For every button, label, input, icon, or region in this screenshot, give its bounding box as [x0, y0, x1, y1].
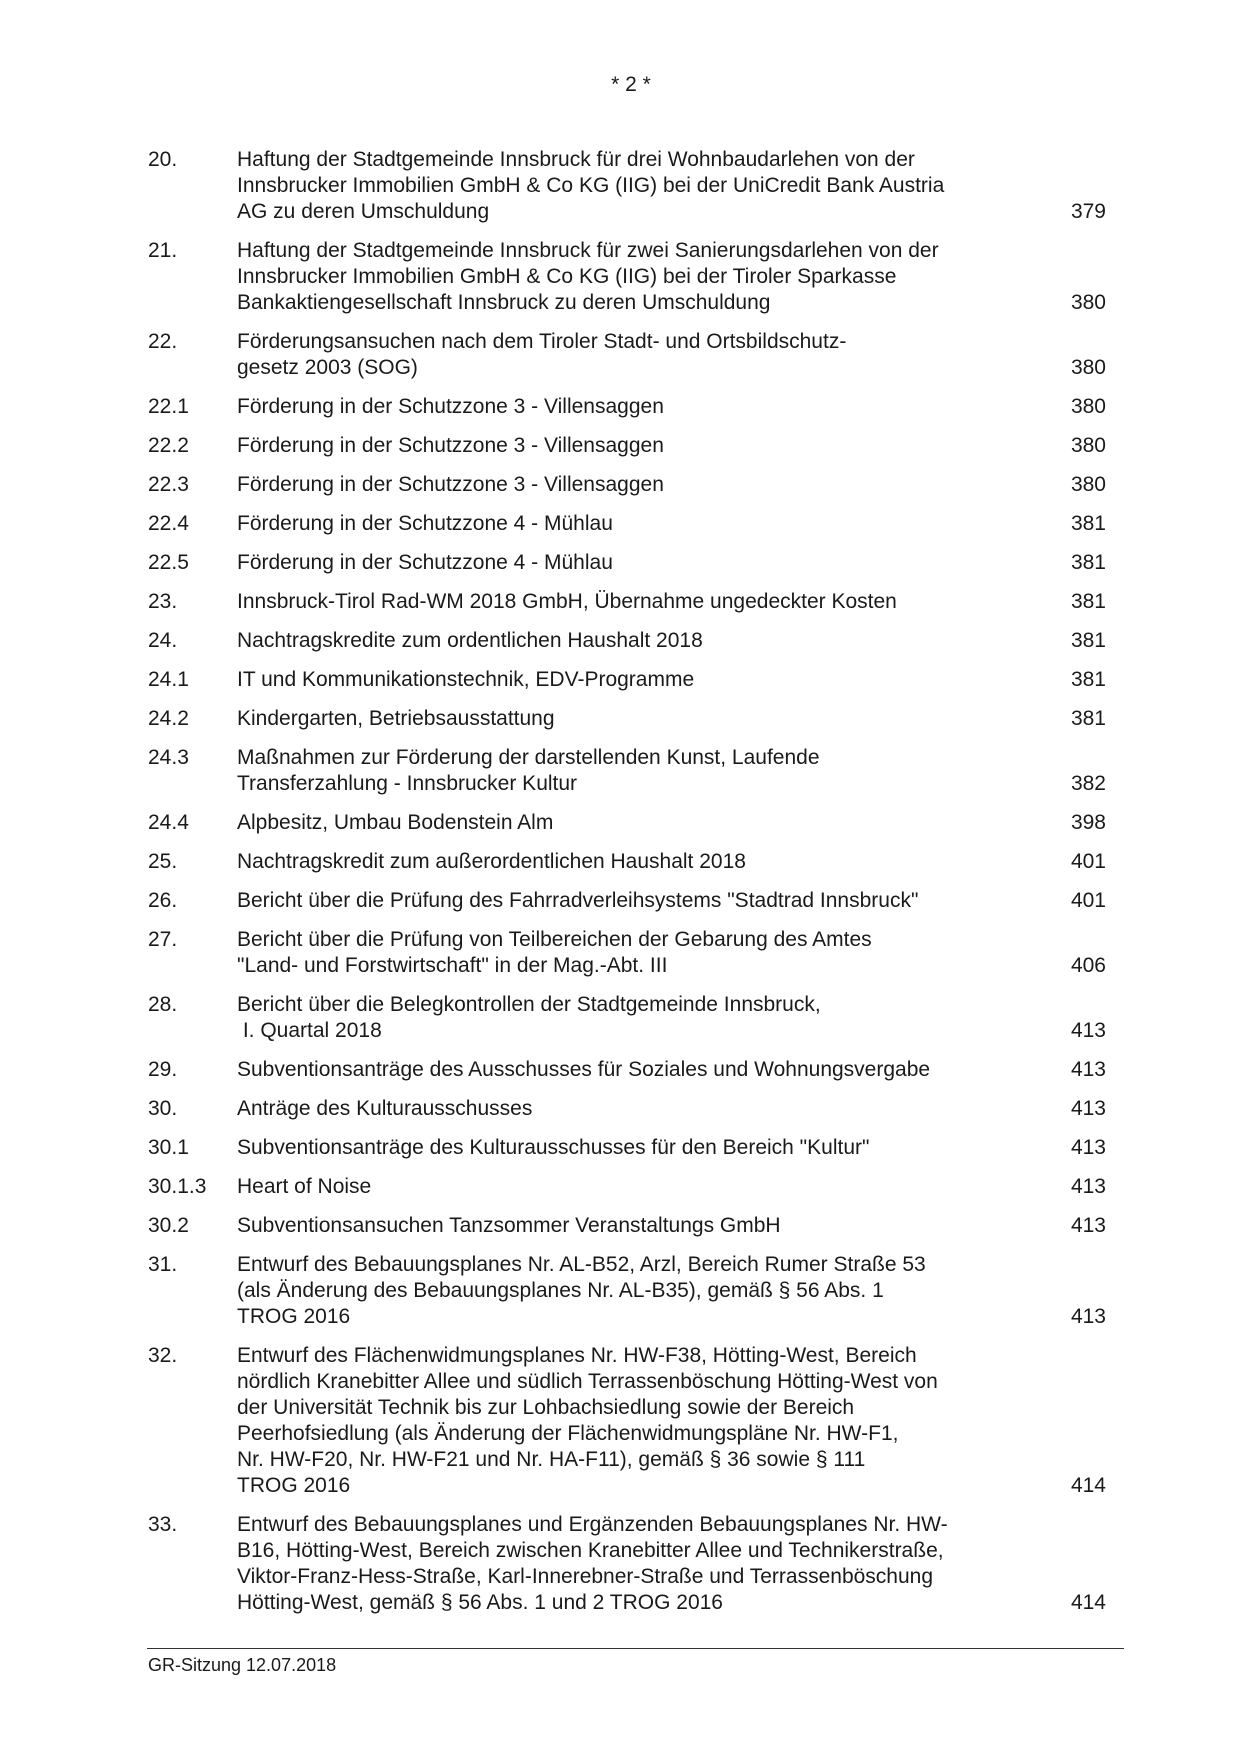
toc-entry-title-line: Maßnahmen zur Förderung der darstellenden Kunst, Laufende: [237, 746, 820, 769]
toc-entry-number: 24.1: [148, 668, 189, 691]
toc-entry-page-number: 381: [1070, 512, 1106, 535]
toc-entry: [0, 472, 1241, 498]
toc-entry-title: [237, 329, 1017, 381]
toc-entry-title: [237, 810, 1017, 836]
toc-entry-title: [237, 1174, 1017, 1200]
toc-entry-page-number: 413: [1070, 1214, 1106, 1237]
toc-entry: [0, 550, 1241, 576]
toc-entry-number: 23.: [148, 590, 178, 613]
toc-entry: [0, 1252, 1241, 1330]
toc-entry-title: [237, 550, 1017, 576]
toc-entry-title: [237, 1512, 1017, 1616]
toc-entry: [0, 511, 1241, 537]
toc-entry-title: [237, 706, 1017, 732]
toc-entry-title: [237, 849, 1017, 875]
toc-entry: [0, 706, 1241, 732]
toc-entry-number: 31.: [148, 1253, 178, 1276]
toc-entry-title-line: AG zu deren Umschuldung: [237, 200, 490, 223]
toc-entry-title-line: Subventionsanträge des Ausschusses für Soziales und Wohnungsvergabe: [237, 1058, 931, 1081]
toc-entry-title-line: Nachtragskredite zum ordentlichen Haushalt 2018: [237, 629, 703, 652]
toc-entry-page-number: 413: [1070, 1058, 1106, 1081]
toc-entry-title: [237, 589, 1017, 615]
toc-entry-page-number: 413: [1070, 1019, 1106, 1042]
toc-entry-title-line: Förderungsansuchen nach dem Tiroler Stadt- und Ortsbildschutz-: [237, 330, 847, 353]
toc-entry-page-number: 413: [1070, 1175, 1106, 1198]
toc-entry-title-line: Nr. HW-F20, Nr. HW-F21 und Nr. HA-F11), gemäß § 36 sowie § 111: [237, 1448, 866, 1471]
toc-entry-number: 30.1.3: [148, 1175, 207, 1198]
toc-entry-number: 27.: [148, 928, 178, 951]
toc-entry-number: 22.3: [148, 473, 189, 496]
toc-entry-title-line: Viktor-Franz-Hess-Straße, Karl-Innerebner-Straße und Terrassenböschung: [237, 1565, 934, 1588]
toc-entry-page-number: 413: [1070, 1097, 1106, 1120]
toc-entry-title-line: Förderung in der Schutzzone 3 - Villensaggen: [237, 434, 664, 457]
toc-entry-title: [237, 667, 1017, 693]
toc-entry-title: [237, 1135, 1017, 1161]
toc-entry: [0, 992, 1241, 1044]
toc-entry-number: 22.2: [148, 434, 189, 457]
toc-entry: [0, 745, 1241, 797]
toc-entry-title-line: der Universität Technik bis zur Lohbachsiedlung sowie der Bereich: [237, 1396, 855, 1419]
toc-entry: [0, 1057, 1241, 1083]
toc-entry-title: [237, 888, 1017, 914]
toc-entry-number: 28.: [148, 993, 178, 1016]
toc-entry-title-line: Kindergarten, Betriebsausstattung: [237, 707, 555, 730]
toc-entry-title: [237, 927, 1017, 979]
toc-entry-page-number: 380: [1070, 434, 1106, 457]
toc-entry-page-number: 406: [1070, 954, 1106, 977]
toc-entry-title-line: Bericht über die Prüfung des Fahrradverleihsystems "Stadtrad Innsbruck": [237, 889, 919, 912]
toc-entry-title-line: TROG 2016: [237, 1474, 351, 1497]
toc-entry-title-line: TROG 2016: [237, 1305, 351, 1328]
toc-entry: [0, 1174, 1241, 1200]
toc-entry-number: 22.1: [148, 395, 189, 418]
toc-entry-title-line: "Land- und Forstwirtschaft" in der Mag.-Abt. III: [237, 954, 668, 977]
toc-entry-title: [237, 1096, 1017, 1122]
toc-entry-number: 30.1: [148, 1136, 189, 1159]
toc-entry-title: [237, 472, 1017, 498]
toc-entry-title: [237, 1057, 1017, 1083]
toc-entry-number: 30.: [148, 1097, 178, 1120]
toc-entry: [0, 667, 1241, 693]
toc-entry-number: 33.: [148, 1513, 178, 1536]
toc-entry: [0, 147, 1241, 225]
toc-entry-title-line: Entwurf des Flächenwidmungsplanes Nr. HW-F38, Hötting-West, Bereich: [237, 1344, 917, 1367]
toc-entry-title-line: Hötting-West, gemäß § 56 Abs. 1 und 2 TROG 2016: [237, 1591, 723, 1614]
toc-entry-title-line: Förderung in der Schutzzone 3 - Villensaggen: [237, 473, 664, 496]
toc-entry-title-line: Förderung in der Schutzzone 4 - Mühlau: [237, 512, 613, 535]
toc-entry: [0, 1135, 1241, 1161]
toc-entry-number: 25.: [148, 850, 178, 873]
toc-entry-title: [237, 511, 1017, 537]
toc-entry-number: 21.: [148, 239, 178, 262]
toc-entry-page-number: 381: [1070, 590, 1106, 613]
toc-entry: [0, 1512, 1241, 1616]
toc-entry-title-line: (als Änderung des Bebauungsplanes Nr. AL-B35), gemäß § 56 Abs. 1: [237, 1279, 884, 1302]
toc-entry: [0, 888, 1241, 914]
toc-entry-title: [237, 238, 1017, 316]
toc-entry: [0, 927, 1241, 979]
toc-entry-title-line: Heart of Noise: [237, 1175, 372, 1198]
toc-entry: [0, 238, 1241, 316]
toc-entry: [0, 1213, 1241, 1239]
toc-entry-title-line: nördlich Kranebitter Allee und südlich Terrassenböschung Hötting-West von: [237, 1370, 938, 1393]
toc-entry-title-line: Subventionsansuchen Tanzsommer Veranstaltungs GmbH: [237, 1214, 781, 1237]
toc-entry: [0, 1343, 1241, 1499]
table-of-contents: [0, 147, 1241, 1629]
toc-entry-title: [237, 394, 1017, 420]
toc-entry-page-number: 382: [1070, 772, 1106, 795]
toc-entry: [0, 849, 1241, 875]
toc-entry-title: [237, 992, 1017, 1044]
toc-entry: [0, 329, 1241, 381]
toc-entry-title-line: Innsbruck-Tirol Rad-WM 2018 GmbH, Übernahme ungedeckter Kosten: [237, 590, 897, 613]
toc-entry-title-line: Innsbrucker Immobilien GmbH & Co KG (IIG) bei der UniCredit Bank Austria: [237, 174, 945, 197]
toc-entry-title-line: Nachtragskredit zum außerordentlichen Haushalt 2018: [237, 850, 746, 873]
toc-entry-page-number: 381: [1070, 551, 1106, 574]
toc-entry-page-number: 414: [1070, 1591, 1106, 1614]
toc-entry-number: 20.: [148, 148, 178, 171]
toc-entry-number: 32.: [148, 1344, 178, 1367]
toc-entry-number: 24.2: [148, 707, 189, 730]
toc-entry-number: 24.: [148, 629, 178, 652]
toc-entry-title-line: Förderung in der Schutzzone 4 - Mühlau: [237, 551, 613, 574]
toc-entry-title: [237, 1252, 1017, 1330]
toc-entry-number: 22.4: [148, 512, 189, 535]
toc-entry-title-line: I. Quartal 2018: [237, 1019, 382, 1042]
toc-entry-title: [237, 628, 1017, 654]
toc-entry-title-line: Peerhofsiedlung (als Änderung der Flächenwidmungspläne Nr. HW-F1,: [237, 1422, 899, 1445]
toc-entry-page-number: 413: [1070, 1305, 1106, 1328]
toc-entry-title-line: Bankaktiengesellschaft Innsbruck zu deren Umschuldung: [237, 291, 771, 314]
toc-entry-title: [237, 1343, 1017, 1499]
toc-entry-page-number: 381: [1070, 707, 1106, 730]
toc-entry-title-line: Haftung der Stadtgemeinde Innsbruck für drei Wohnbaudarlehen von der: [237, 148, 915, 171]
toc-entry-page-number: 380: [1070, 291, 1106, 314]
toc-entry-number: 22.: [148, 330, 178, 353]
toc-entry-page-number: 413: [1070, 1136, 1106, 1159]
toc-entry-number: 24.3: [148, 746, 189, 769]
toc-entry-title: [237, 745, 1017, 797]
toc-entry-number: 24.4: [148, 811, 189, 834]
toc-entry-title-line: Bericht über die Prüfung von Teilbereichen der Gebarung des Amtes: [237, 928, 872, 951]
toc-entry-page-number: 401: [1070, 889, 1106, 912]
toc-entry-number: 22.5: [148, 551, 189, 574]
toc-entry-title-line: Entwurf des Bebauungsplanes und Ergänzenden Bebauungsplanes Nr. HW-: [237, 1513, 948, 1536]
toc-entry-title-line: Subventionsanträge des Kulturausschusses für den Bereich "Kultur": [237, 1136, 870, 1159]
toc-entry-title-line: Haftung der Stadtgemeinde Innsbruck für zwei Sanierungsdarlehen von der: [237, 239, 939, 262]
page-number: * 2 *: [611, 73, 651, 96]
toc-entry-title-line: Alpbesitz, Umbau Bodenstein Alm: [237, 811, 554, 834]
toc-entry: [0, 628, 1241, 654]
toc-entry-page-number: 380: [1070, 473, 1106, 496]
toc-entry-number: 26.: [148, 889, 178, 912]
toc-entry-title-line: Innsbrucker Immobilien GmbH & Co KG (IIG) bei der Tiroler Sparkasse: [237, 265, 897, 288]
toc-entry-page-number: 380: [1070, 356, 1106, 379]
toc-entry-title: [237, 147, 1017, 225]
toc-entry-title-line: IT und Kommunikationstechnik, EDV-Programme: [237, 668, 695, 691]
toc-entry: [0, 394, 1241, 420]
toc-entry-title-line: B16, Hötting-West, Bereich zwischen Kranebitter Allee und Technikerstraße,: [237, 1539, 944, 1562]
toc-entry: [0, 433, 1241, 459]
toc-entry-title-line: Transferzahlung - Innsbrucker Kultur: [237, 772, 578, 795]
toc-entry-title: [237, 433, 1017, 459]
toc-entry-title-line: Anträge des Kulturausschusses: [237, 1097, 533, 1120]
toc-entry-page-number: 380: [1070, 395, 1106, 418]
toc-entry-title-line: gesetz 2003 (SOG): [237, 356, 418, 379]
toc-entry-page-number: 401: [1070, 850, 1106, 873]
toc-entry: [0, 1096, 1241, 1122]
toc-entry-number: 30.2: [148, 1214, 189, 1237]
footer-session-date: GR-Sitzung 12.07.2018: [148, 1655, 337, 1675]
toc-entry: [0, 810, 1241, 836]
toc-entry-title-line: Förderung in der Schutzzone 3 - Villensaggen: [237, 395, 664, 418]
toc-entry-page-number: 381: [1070, 629, 1106, 652]
toc-entry-page-number: 381: [1070, 668, 1106, 691]
toc-entry-number: 29.: [148, 1058, 178, 1081]
toc-entry-title-line: Entwurf des Bebauungsplanes Nr. AL-B52, Arzl, Bereich Rumer Straße 53: [237, 1253, 926, 1276]
toc-entry-title: [237, 1213, 1017, 1239]
toc-entry-page-number: 414: [1070, 1474, 1106, 1497]
toc-entry: [0, 589, 1241, 615]
toc-entry-page-number: 398: [1070, 811, 1106, 834]
toc-entry-page-number: 379: [1070, 200, 1106, 223]
toc-entry-title-line: Bericht über die Belegkontrollen der Stadtgemeinde Innsbruck,: [237, 993, 821, 1016]
footer-divider: [147, 1648, 1124, 1649]
